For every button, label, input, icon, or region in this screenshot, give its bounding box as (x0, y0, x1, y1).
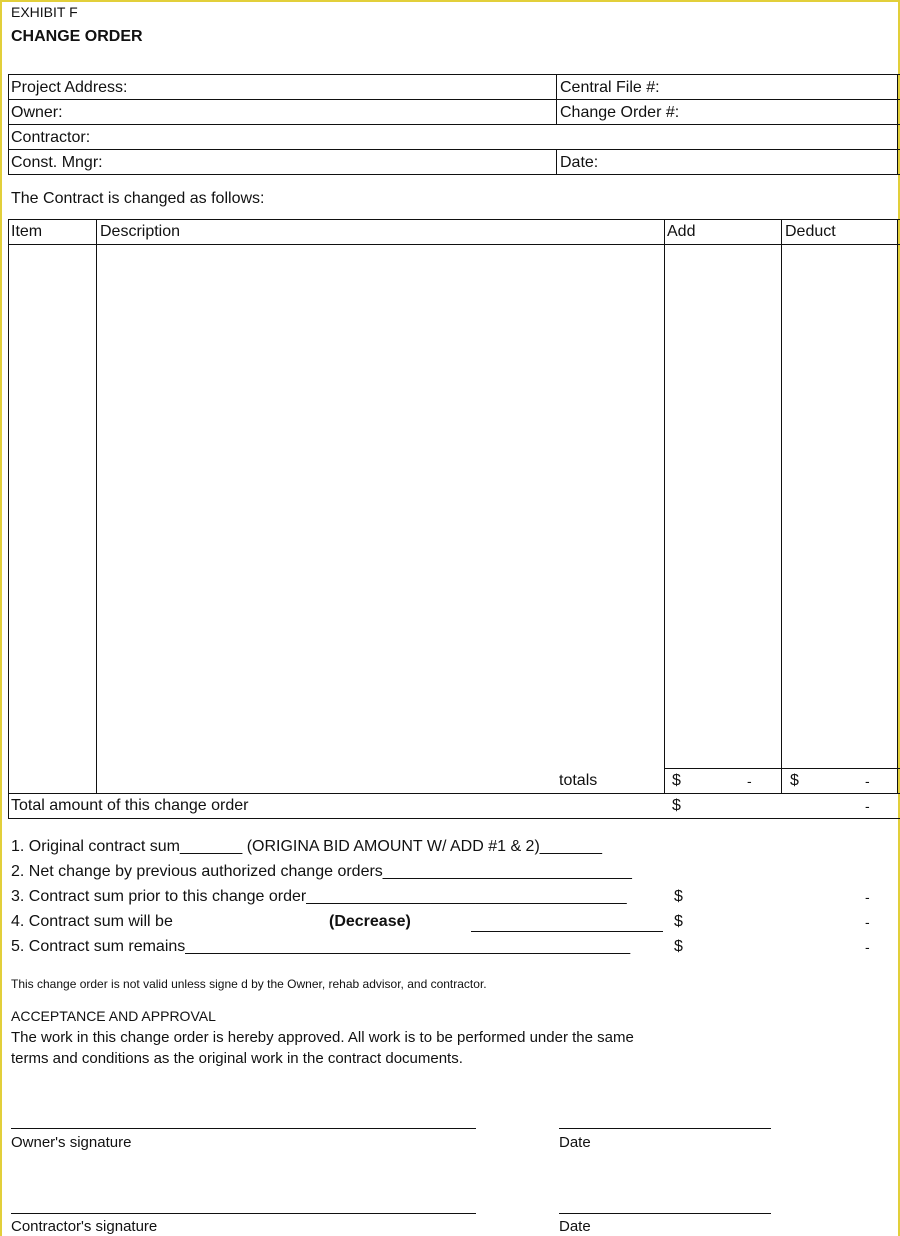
central-file-label: Central File #: (560, 79, 660, 96)
column-header-item: Item (11, 223, 43, 240)
summary-line-4: 4. Contract sum will be (11, 913, 173, 930)
summary-line-5-value: - (865, 939, 870, 955)
summary-line-4-currency: $ (674, 913, 683, 930)
project-address-label: Project Address: (11, 79, 128, 96)
total-amount-value: - (865, 798, 870, 814)
column-header-add: Add (667, 223, 696, 240)
owner-date-line[interactable] (559, 1128, 771, 1129)
summary-line-5: 5. Contract sum remains__________________________________________________ (11, 938, 631, 955)
intro-text: The Contract is changed as follows: (11, 190, 265, 207)
approval-text-line-2: terms and conditions as the original work in the contract documents. (11, 1050, 463, 1067)
date-label: Date: (560, 154, 599, 171)
totals-deduct-currency: $ (790, 772, 799, 789)
owner-label: Owner: (11, 104, 63, 121)
contractor-signature-label: Contractor's signature (11, 1218, 158, 1235)
validity-notice: This change order is not valid unless signe d by the Owner, rehab advisor, and contractor. (11, 977, 487, 991)
page-title: CHANGE ORDER (11, 28, 143, 45)
total-amount-label: Total amount of this change order (11, 797, 249, 814)
exhibit-label: EXHIBIT F (11, 4, 78, 20)
column-header-description: Description (100, 223, 181, 240)
summary-line-4-decrease: (Decrease) (329, 913, 411, 930)
contractor-date-line[interactable] (559, 1213, 771, 1214)
summary-line-1: 1. Original contract sum_______ (ORIGINA BID AMOUNT W/ ADD #1 & 2)_______ (11, 838, 603, 855)
approval-heading: ACCEPTANCE AND APPROVAL (11, 1008, 216, 1024)
owner-signature-label: Owner's signature (11, 1134, 132, 1151)
approval-text-line-1: The work in this change order is hereby approved. All work is to be performed under the same (11, 1029, 634, 1046)
summary-line-4-value: - (865, 914, 870, 930)
column-header-deduct: Deduct (785, 223, 836, 240)
totals-label: totals (559, 772, 598, 789)
summary-line-3-currency: $ (674, 888, 683, 905)
contractor-label: Contractor: (11, 129, 91, 146)
summary-line-2: 2. Net change by previous authorized change orders____________________________ (11, 863, 632, 880)
owner-date-label: Date (559, 1134, 591, 1151)
summary-line-4-blank (471, 931, 663, 932)
totals-add-currency: $ (672, 772, 681, 789)
summary-line-3: 3. Contract sum prior to this change order____________________________________ (11, 888, 627, 905)
owner-signature-line[interactable] (11, 1128, 476, 1129)
summary-line-5-currency: $ (674, 938, 683, 955)
change-order-number-label: Change Order #: (560, 104, 680, 121)
contractor-date-label: Date (559, 1218, 591, 1235)
summary-line-3-value: - (865, 889, 870, 905)
totals-add-value: - (747, 773, 752, 789)
total-amount-currency: $ (672, 797, 681, 814)
const-mngr-label: Const. Mngr: (11, 154, 103, 171)
totals-deduct-value: - (865, 773, 870, 789)
contractor-signature-line[interactable] (11, 1213, 476, 1214)
